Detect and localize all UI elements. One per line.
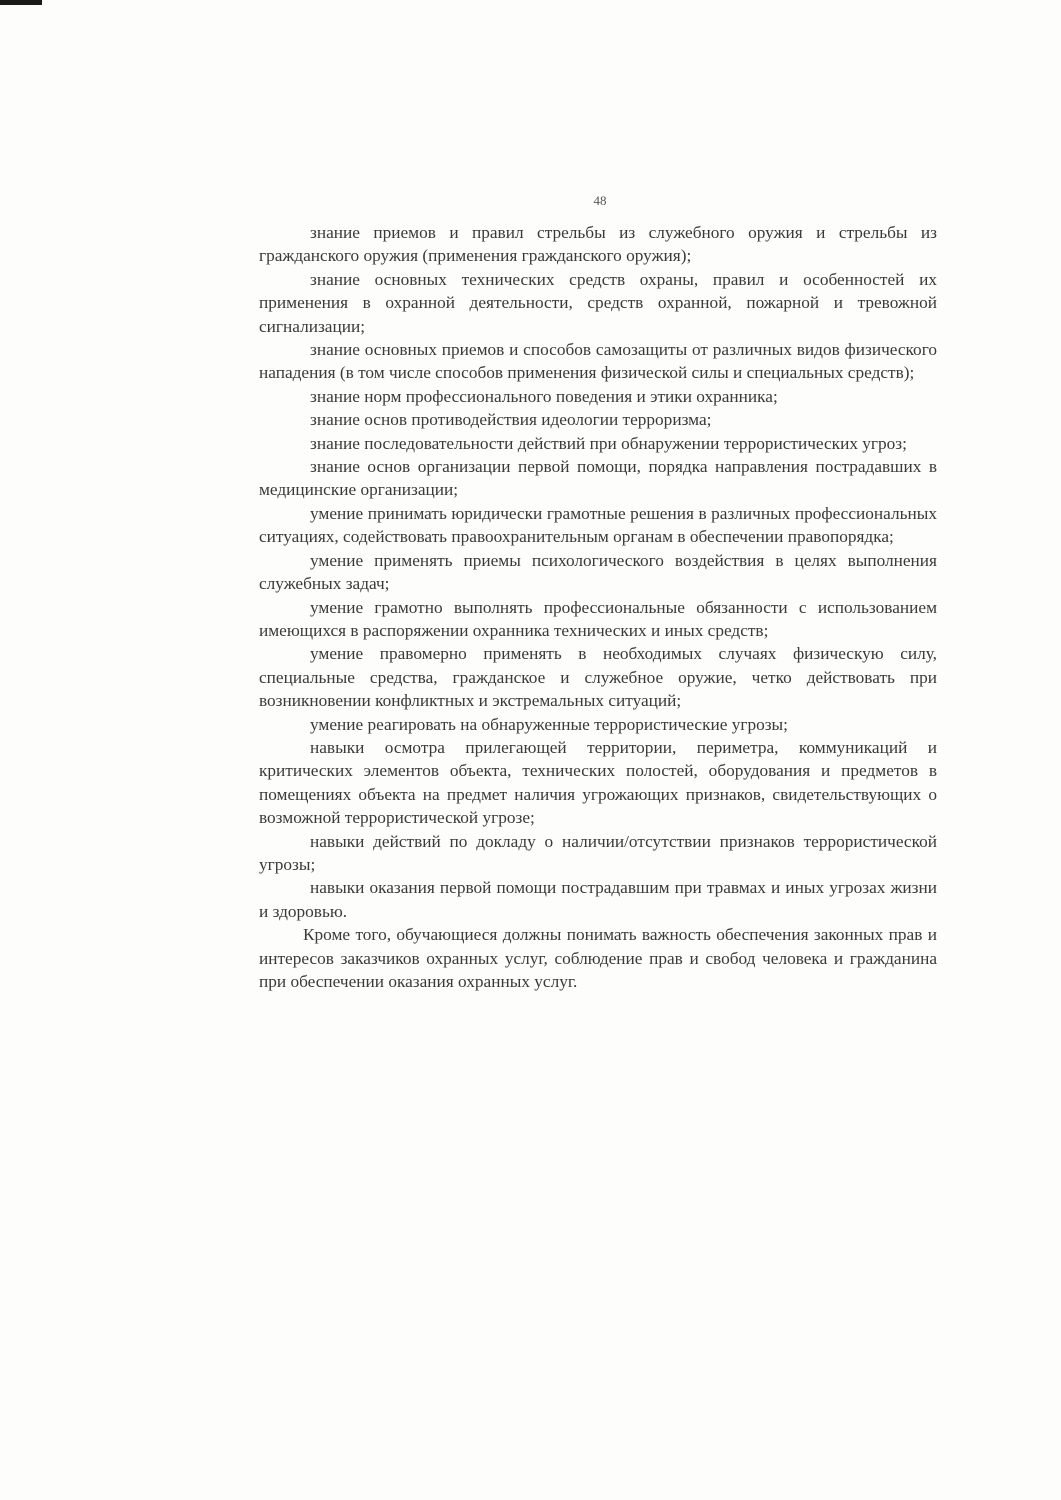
list-item: знание последовательности действий при обнаружении террористических угроз;: [310, 433, 907, 453]
scan-edge-mark: [0, 0, 42, 5]
list-item: навыки осмотра прилегающей территории, периметра, коммуникаций и критических элементов объекта, технических полостей, оборудования и предметов в помещениях объекта на предмет наличия угрожающих признаков, свидетельствующих о возможной террористической угрозе;: [259, 737, 937, 828]
list-item: знание основ противодействия идеологии терроризма;: [310, 410, 712, 430]
list-item: умение правомерно применять в необходимых случаях физическую силу, специальные средства, гражданское и служебное оружие, четко действовать при возникновении конфликтных и экстремальных ситуаций;: [259, 644, 937, 711]
list-item: навыки действий по докладу о наличии/отсутствии признаков террористической угрозы;: [259, 831, 937, 874]
list-item: навыки оказания первой помощи пострадавшим при травмах и иных угрозах жизни и здоровью.: [259, 878, 937, 921]
document-body: [259, 221, 937, 993]
page-number: 48: [593, 193, 607, 208]
list-item: умение реагировать на обнаруженные террористические угрозы;: [310, 714, 788, 734]
list-item: знание приемов и правил стрельбы из служебного оружия и стрельбы из гражданского оружия (применения гражданского оружия);: [259, 223, 937, 266]
list-item: знание основных технических средств охраны, правил и особенностей их применения в охранной деятельности, средств охранной, пожарной и тревожной сигнализации;: [259, 269, 937, 336]
list-item: знание основ организации первой помощи, порядка направления пострадавших в медицинские организации;: [259, 457, 937, 500]
closing-paragraph: Кроме того, обучающиеся должны понимать важность обеспечения законных прав и интересов заказчиков охранных услуг, соблюдение прав и свобод человека и гражданина при обеспечении оказания охранных услуг.: [259, 925, 937, 991]
list-item: умение принимать юридически грамотные решения в различных профессиональных ситуациях, содействовать правоохранительным органам в обеспечении правопорядка;: [259, 503, 937, 547]
list-item: знание норм профессионального поведения и этики охранника;: [310, 386, 778, 406]
list-item: умение применять приемы психологического воздействия в целях выполнения служебных задач;: [259, 550, 937, 594]
list-item: умение грамотно выполнять профессиональные обязанности с использованием имеющихся в распоряжении охранника технических и иных средств;: [259, 597, 937, 640]
list-item: знание основных приемов и способов самозащиты от различных видов физического нападения (в том числе способов применения физической силы и специальных средств);: [259, 340, 937, 383]
